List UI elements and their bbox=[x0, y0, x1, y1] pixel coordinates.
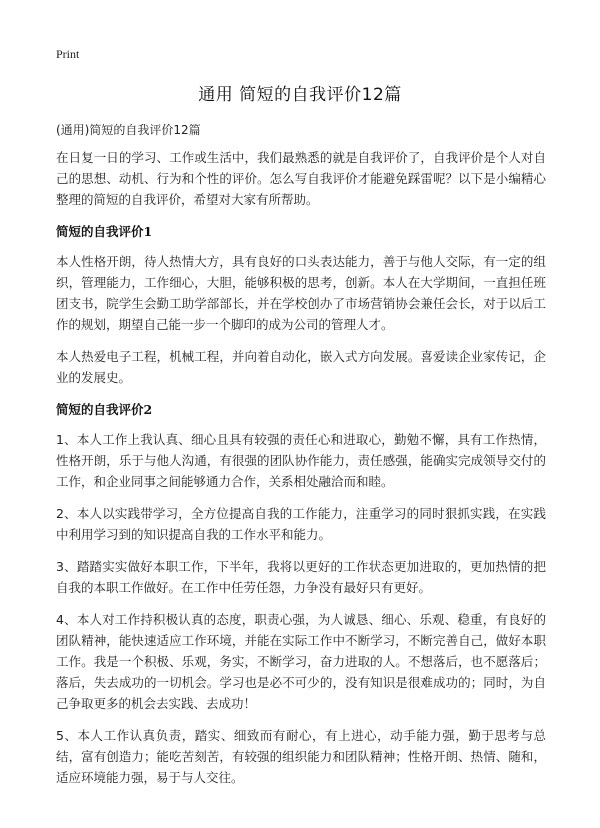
page-title: 通用 简短的自我评价12篇 bbox=[198, 85, 402, 105]
document-body bbox=[56, 147, 546, 799]
document-subtitle: (通用)简短的自我评价12篇 bbox=[56, 123, 201, 137]
section-heading-2: 简短的自我评价2 bbox=[56, 402, 153, 417]
section-1-paragraph-1: 本人性格开朗，待人热情大方，具有良好的口头表达能力，善于与他人交际，有一定的组织，管理能力，工作细心，大胆，能够积极的思考，创新。本人在大学期间，一直担任班团支书，院学生会勤工助学部部长，并在学校创办了市场营销协会兼任会长，对于以后工作的规划，期望自己能一步一个脚印的成为公司的管理人才。 bbox=[56, 254, 546, 332]
section-1-paragraph-2: 本人热爱电子工程，机械工程，并向着自动化，嵌入式方向发展。喜爱读企业家传记，企业的发展史。 bbox=[56, 349, 546, 385]
section-heading-1: 简短的自我评价1 bbox=[56, 224, 153, 239]
section-2-paragraph-2: 2、本人以实践带学习，全方位提高自我的工作能力，注重学习的同时狠抓实践，在实践中利用学习到的知识提高自我的工作水平和能力。 bbox=[56, 506, 546, 542]
section-2-paragraph-3: 3、踏踏实实做好本职工作，下半年，我将以更好的工作状态更加进取的，更加热情的把自我的本职工作做好。在工作中任劳任怨，力争没有最好只有更好。 bbox=[56, 559, 546, 595]
section-2-paragraph-1: 1、本人工作上我认真、细心且具有较强的责任心和进取心，勤勉不懈，具有工作热情，性格开朗，乐于与他人沟通，有很强的团队协作能力，责任感强，能确实完成领导交付的工作，和企业同事之间能够通力合作，关系相处融洽而和睦。 bbox=[56, 432, 546, 489]
print-label: Print bbox=[56, 47, 80, 61]
section-2-paragraph-5: 5、本人工作认真负责，踏实、细致而有耐心，有上进心，动手能力强，勤于思考与总结，富有创造力；能吃苦刻苦，有较强的组织能力和团队精神；性格开朗、热情、随和，适应环境能力强，易于与人交往。 bbox=[56, 728, 546, 785]
intro-paragraph: 在日复一日的学习、工作或生活中，我们最熟悉的就是自我评价了，自我评价是个人对自己的思想、动机、行为和个性的评价。怎么写自我评价才能避免踩雷呢？以下是小编精心整理的简短的自我评价，希望对大家有所帮助。 bbox=[56, 150, 546, 207]
section-2-paragraph-4: 4、本人对工作持积极认真的态度，职责心强，为人诚恳、细心、乐观、稳重，有良好的团队精神，能快速适应工作环境，并能在实际工作中不断学习，不断完善自己，做好本职工作。我是一个积极、乐观，务实，不断学习，奋力进取的人。不想落后，也不愿落后；落后，失去成功的一切机会。学习也是必不可少的，没有知识是很难成功的；同时，为自己争取更多的机会去实践、去成功！ bbox=[56, 612, 546, 711]
